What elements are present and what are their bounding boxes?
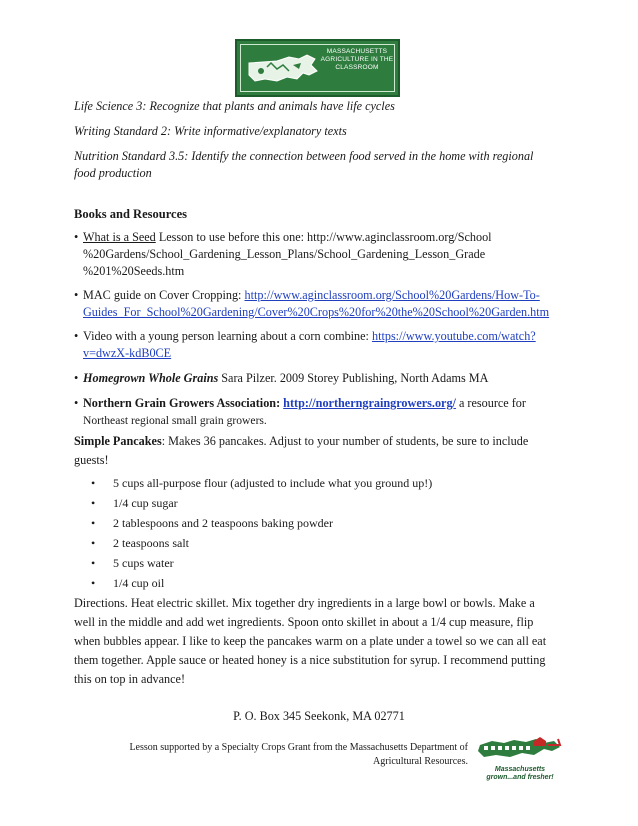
standard-writing: Writing Standard 2: Write informative/explanatory texts: [74, 124, 347, 138]
youtube-link[interactable]: https://www.youtube.com/watch?: [371, 329, 536, 343]
ingredient-item: • 1/4 cup sugar: [91, 496, 178, 510]
footer-grant-note: Lesson supported by a Specialty Crops Grant from the Massachusetts Department of Agricultural Resources.: [129, 742, 468, 767]
ingredient-item: • 5 cups all-purpose flour (adjusted to include what you ground up!): [91, 476, 433, 490]
logo-text: MASSACHUSETTS AGRICULTURE IN THE CLASSROOM: [320, 48, 394, 71]
massachusetts-grown-logo-text: Massachusetts grown...and fresher!: [486, 766, 554, 781]
ingredient-item: • 2 tablespoons and 2 teaspoons baking powder: [91, 516, 333, 530]
youtube-link-cont[interactable]: v=dwzX-kdB0CE: [83, 346, 172, 360]
ingredient-item: • 1/4 cup oil: [91, 576, 165, 590]
grain-growers-name: Northern Grain Growers Association:: [83, 396, 284, 410]
recipe-title: Simple Pancakes: [74, 434, 162, 448]
books-resources-heading: Books and Resources: [74, 207, 187, 221]
seed-lesson-link[interactable]: What is a Seed: [83, 230, 156, 244]
resource-item-seed-lesson: • What is a Seed Lesson to use before this one: http://www.aginclassroom.org/School %20Gardens/School_Gardening_Lesson_Plans/School_Gardening_Lesson_Grade %201%20Seeds.htm: [74, 230, 492, 278]
standard-life-science: Life Science 3: Recognize that plants and animals have life cycles: [74, 99, 395, 113]
footer-address: P. O. Box 345 Seekonk, MA 02771: [233, 709, 405, 723]
recipe-directions: Directions. Heat electric skillet. Mix together dry ingredients in a large bowl or bowls. Make a well in the middle and add wet ingredients. Spoon onto skillet in about a 1/4 cup measure, flip when bubbles appear. I like to keep the pancakes warm on a plate under a towel so we can all eat them together. Apple sauce or heated honey is a nice substitution for syrup. I recommend putting this on top in advance!: [74, 596, 547, 686]
resource-item-corn-combine-video: • Video with a young person learning about a corn combine: https://www.youtube.com/watch? v=dwzX-kdB0CE: [74, 329, 536, 360]
grain-growers-link[interactable]: http://northerngraingrowers.org/: [283, 396, 456, 410]
ingredient-item: • 2 teaspoons salt: [91, 536, 189, 550]
ingredient-item: • 5 cups water: [91, 556, 174, 570]
book-title: Homegrown Whole Grains: [83, 371, 219, 385]
resource-item-grain-growers: • Northern Grain Growers Association: http://northerngraingrowers.org/ a resource for Northeast regional small grain growers.: [74, 396, 526, 427]
resource-item-cover-cropping: • MAC guide on Cover Cropping: http://www.aginclassroom.org/School%20Gardens/How-To- Guides_For_School%20Gardening/Cover%20Crops%20for%20the%20School%20Garden.htm: [74, 288, 550, 319]
standard-nutrition: Nutrition Standard 3.5: Identify the connection between food served in the home with regional: [74, 149, 534, 163]
cover-cropping-link[interactable]: http://www.aginclassroom.org/School%20Gardens/How-To-: [244, 288, 540, 302]
resource-item-homegrown-grains: • Homegrown Whole Grains Sara Pilzer. 2009 Storey Publishing, North Adams MA: [74, 371, 489, 385]
standard-nutrition-cont: food production: [74, 166, 152, 180]
cover-cropping-link-cont[interactable]: Guides_For_School%20Gardening/Cover%20Crops%20for%20the%20School%20Garden.htm: [83, 305, 550, 319]
recipe-intro: Simple Pancakes: Makes 36 pancakes. Adjust to your number of students, be sure to include guests!: [74, 434, 529, 467]
ag-in-classroom-logo: [235, 39, 400, 97]
